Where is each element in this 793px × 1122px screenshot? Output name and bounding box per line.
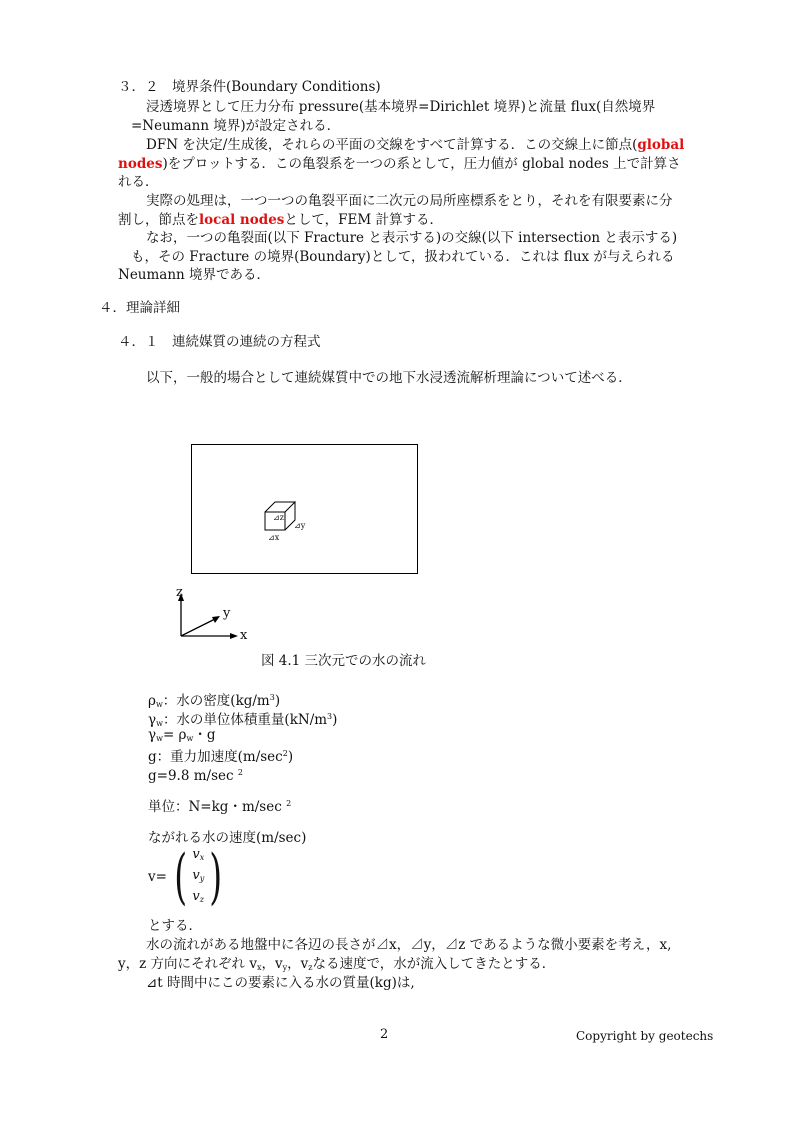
text-span: g=9.8 m/sec — [148, 768, 234, 784]
text-span: y，z 方向にそれぞれ v — [118, 956, 257, 972]
vector-components — [192, 846, 204, 909]
text-span: g：重力加速度(m/sec — [148, 749, 283, 765]
text-span: ，v — [287, 956, 309, 972]
paragraph-line: Neumann 境界である． — [118, 267, 271, 283]
subscript: w — [156, 734, 163, 743]
text-span: ) — [332, 712, 338, 728]
def-velocity: ながれる水の速度(m/sec) — [148, 830, 307, 846]
axis-x-label: x — [240, 628, 248, 643]
def-g-value — [148, 764, 243, 785]
body-line: 水の流れがある地盤中に各辺の長さが⊿x，⊿y，⊿z であるような微小要素を考え，x, — [146, 937, 672, 953]
cube-diagram — [192, 445, 417, 573]
text-span: 単位：N=kg・m/sec — [148, 799, 282, 815]
subscript: x — [256, 963, 262, 972]
cube-dx-label: ⊿x — [268, 533, 280, 542]
axis-y-label: y — [223, 606, 231, 621]
paragraph-line: 浸透境界として圧力分布 pressure(基本境界=Dirichlet 境界)と流量 flux(自然境界 — [146, 99, 656, 115]
text-span: = ρ — [162, 727, 187, 743]
section-4-heading: ４．理論詳細 — [99, 300, 180, 316]
subscript: z — [199, 894, 204, 904]
subscript: z — [308, 963, 313, 972]
vector-component-y: $v_y$ — [192, 867, 205, 883]
symbol: γ — [148, 727, 157, 743]
paragraph-line: なお，一つの亀裂面(以下 Fracture と表示する)の交線(以下 intersection と表示する) — [146, 230, 678, 246]
cube-dy-label: ⊿y — [294, 521, 306, 530]
symbol: ρ — [148, 693, 156, 709]
global-nodes-highlight: global — [637, 137, 685, 153]
text-span: ：水の密度(kg/m — [162, 693, 270, 709]
copyright: Copyright by geotechs — [576, 1029, 714, 1043]
def-unit — [148, 795, 291, 816]
paragraph-line — [146, 136, 684, 154]
superscript: 3 — [269, 693, 275, 702]
superscript: 2 — [286, 799, 292, 808]
text-span: ，v — [261, 956, 283, 972]
text-span: ：水の単位体積重量(kN/m — [162, 712, 328, 728]
global-nodes-highlight: nodes — [118, 156, 163, 172]
figure-caption: 図 4.1 三次元での水の流れ — [261, 653, 427, 669]
page-number: 2 — [380, 1027, 389, 1042]
text-span: なる速度で，水が流入してきたとする． — [312, 956, 556, 972]
body-line: ⊿t 時間中にこの要素に入る水の質量(kg)は, — [146, 975, 415, 991]
section-3-2-heading: ３．２ 境界条件(Boundary Conditions) — [118, 79, 381, 95]
symbol: γ — [148, 712, 157, 728]
text-span: ・g — [193, 727, 216, 743]
section-4-1-heading: ４．１ 連続媒質の連続の方程式 — [118, 334, 321, 350]
intro-line: 以下，一般的場合として連続媒質中での地下水浸透流解析理論について述べる． — [146, 370, 632, 386]
text-span: )をプロットする．この亀裂系を一つの系として，圧力値が global nodes 上で計算さ — [162, 156, 681, 172]
local-nodes-highlight: local nodes — [199, 212, 285, 228]
vector-component-x: $v_x$ — [192, 846, 205, 862]
def-g — [148, 745, 293, 766]
velocity-vector — [148, 842, 228, 912]
left-paren: ( — [174, 842, 188, 912]
subscript: w — [186, 734, 194, 743]
paragraph-line: れる． — [118, 174, 159, 190]
paragraph-line: 実際の処理は，一つ一つの亀裂平面に二次元の局所座標系をとり，それを有限要素に分 — [146, 193, 673, 209]
paragraph-line: =Neumann 境界)が設定される． — [131, 118, 341, 134]
axis-z-label: z — [176, 585, 183, 600]
subscript: y — [199, 873, 205, 883]
superscript: 3 — [327, 712, 333, 721]
subscript: x — [199, 852, 205, 862]
cube-dz-label: ⊿z — [273, 513, 284, 522]
subscript: y — [282, 963, 288, 972]
paragraph-line: も，その Fracture の境界(Boundary)として，扱われている．これは flux が与えられる — [131, 249, 675, 265]
vector-component-z: $v_z$ — [192, 888, 204, 904]
text-span: DFN を決定/生成後，それらの平面の交線をすべて計算する．この交線上に節点( — [146, 137, 638, 153]
right-paren: ) — [209, 842, 223, 912]
paragraph-line — [118, 155, 681, 173]
vector-lhs: v= — [148, 869, 167, 885]
text-span: ) — [287, 749, 294, 765]
text-span: として，FEM 計算する． — [284, 212, 443, 228]
text-span: ) — [274, 693, 281, 709]
superscript: 2 — [237, 768, 243, 777]
body-line: とする． — [148, 918, 202, 934]
subscript: w — [156, 719, 163, 728]
paragraph-line — [118, 211, 443, 229]
figure-frame — [191, 444, 418, 574]
text-span: 割し，節点を — [118, 212, 199, 228]
superscript: 2 — [282, 749, 288, 758]
subscript: w — [155, 700, 163, 709]
